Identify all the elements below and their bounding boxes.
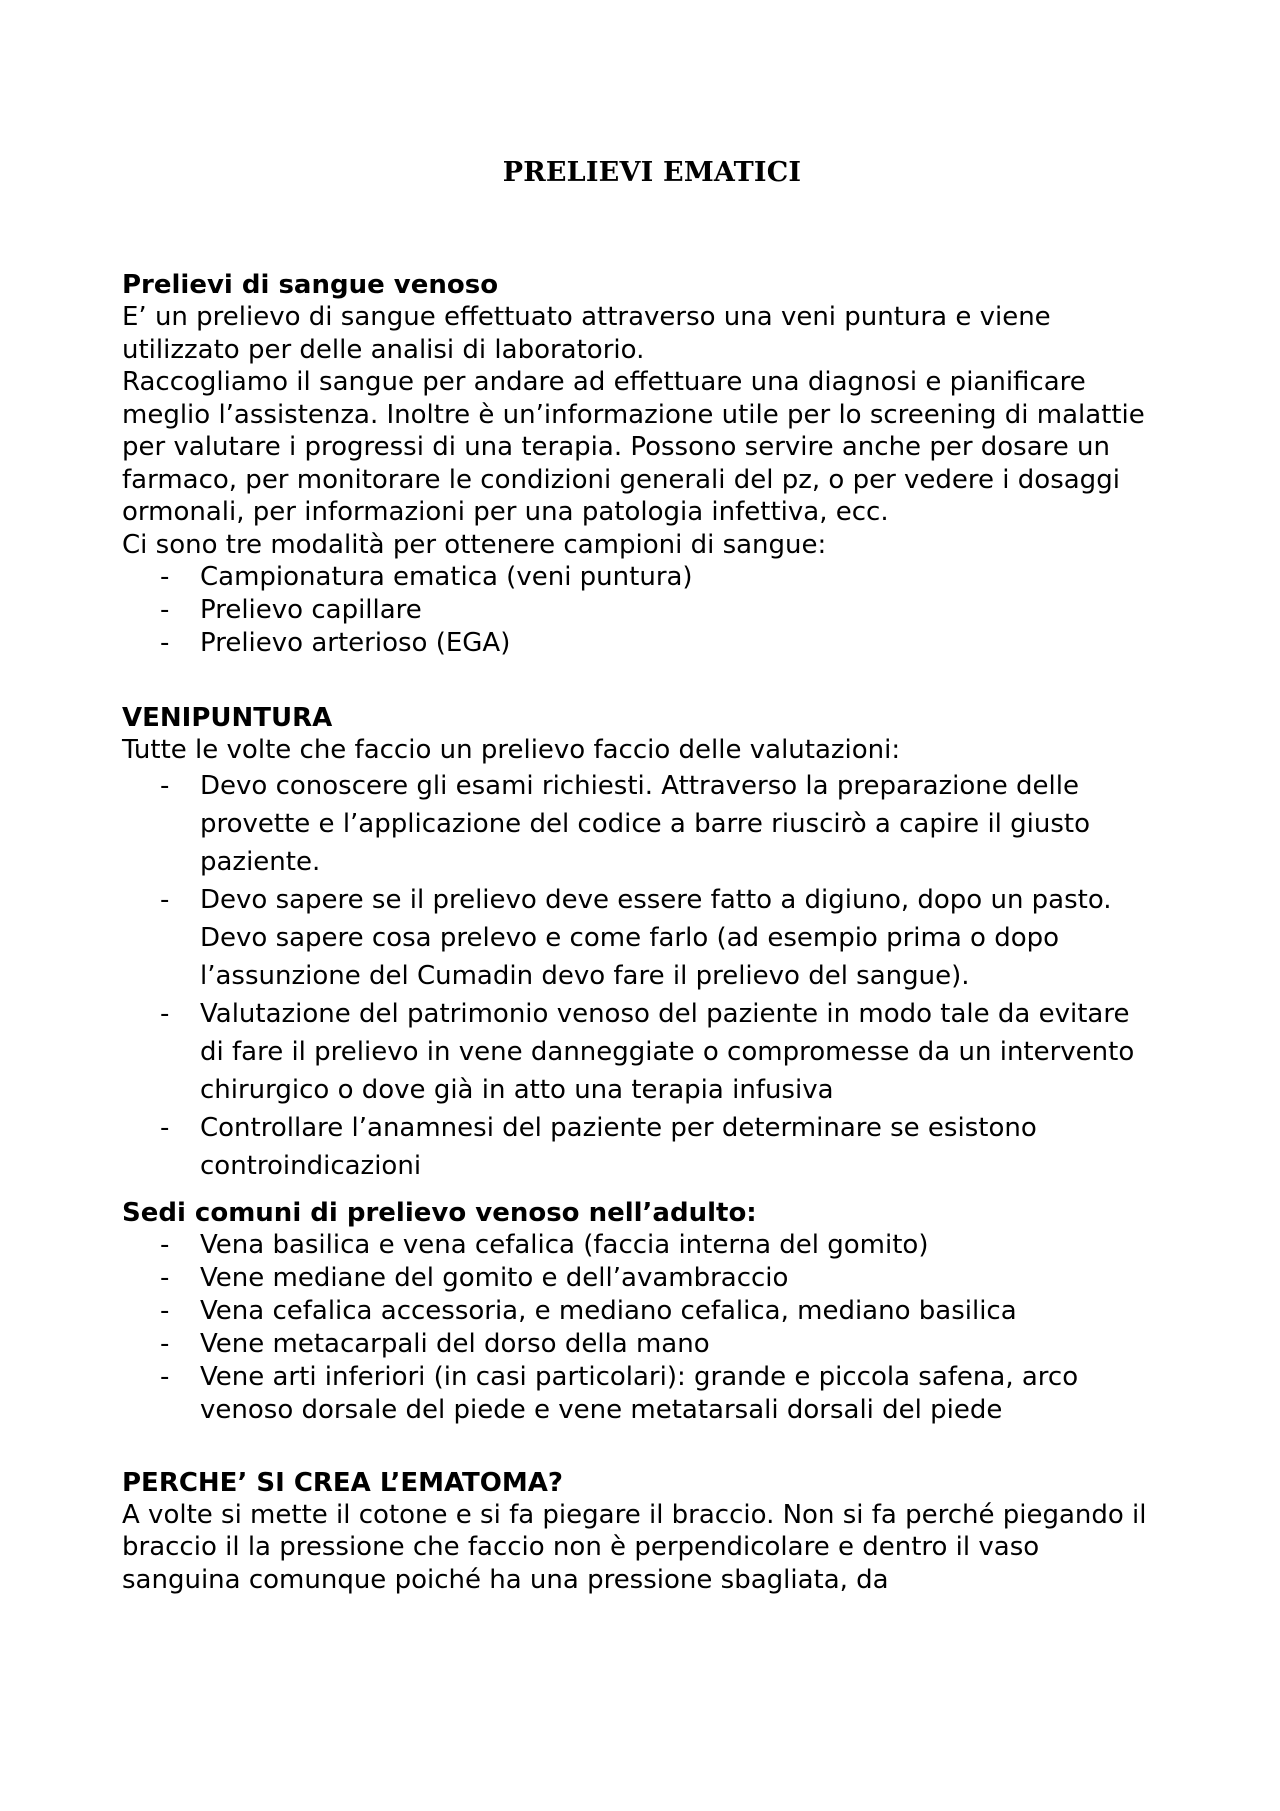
list-item-text: Controllare l’anamnesi del paziente per determinare se esistono controindicazioni — [200, 1112, 1037, 1181]
section-heading: Sedi comuni di prelievo venoso nell’adulto: — [122, 1197, 757, 1228]
dash-bullet: - — [160, 562, 170, 592]
list-item-text: Prelievo capillare — [200, 595, 422, 625]
list-item — [122, 627, 1160, 660]
list-item — [122, 767, 1160, 881]
list-item — [122, 594, 1160, 627]
list-item — [122, 1328, 1160, 1361]
list-item — [122, 561, 1160, 594]
paragraph: E’ un prelievo di sangue effettuato attraverso una veni puntura e viene utilizzato per delle analisi di laboratorio. — [122, 302, 1051, 365]
paragraph: Ci sono tre modalità per ottenere campioni di sangue: — [122, 529, 827, 560]
section-heading: Prelievi di sangue venoso — [122, 270, 499, 300]
list-item-text: Vene metacarpali del dorso della mano — [200, 1328, 710, 1359]
list-item — [122, 1295, 1160, 1328]
list-item — [122, 1229, 1160, 1262]
bullet-list — [122, 1229, 1160, 1427]
list-item — [122, 1361, 1160, 1427]
list-item — [122, 1262, 1160, 1295]
bullet-list — [122, 561, 1160, 660]
section-ematoma — [122, 1467, 1160, 1597]
dash-bullet: - — [160, 1328, 170, 1359]
dash-bullet: - — [160, 1112, 170, 1143]
page-title: PRELIEVI EMATICI — [502, 157, 802, 188]
list-item-text: Devo conoscere gli esami richiesti. Attraverso la preparazione delle provette e l’applicazione del codice a barre riuscirò a capire il giusto paziente. — [200, 770, 1091, 877]
list-item-text: Vena cefalica accessoria, e mediano cefalica, mediano basilica — [200, 1295, 1017, 1326]
dash-bullet: - — [160, 1229, 170, 1260]
list-item-text: Vene arti inferiori (in casi particolari): grande e piccola safena, arco venoso dorsale del piede e vene metatarsali dorsali del piede — [200, 1361, 1079, 1425]
list-item-text: Vena basilica e vena cefalica (faccia interna del gomito) — [200, 1229, 929, 1260]
dash-bullet: - — [160, 770, 170, 801]
list-item — [122, 995, 1160, 1109]
list-item-text: Prelievo arterioso (EGA) — [200, 628, 511, 658]
section-heading: PERCHE’ SI CREA L’EMATOMA? — [122, 1467, 563, 1498]
paragraph: Tutte le volte che faccio un prelievo faccio delle valutazioni: — [122, 735, 901, 765]
section-venipuntura — [122, 702, 1160, 1185]
section-prelievi-sangue-venoso — [122, 269, 1160, 660]
list-item-text: Campionatura ematica (veni puntura) — [200, 562, 693, 592]
paragraph: A volte si mette il cotone e si fa piegare il braccio. Non si fa perché piegando il braccio il la pressione che faccio non è perpendicolare e dentro il vaso sanguina comunque poiché ha una pressione sbagliata, da — [122, 1499, 1147, 1595]
dash-bullet: - — [160, 595, 170, 625]
dash-bullet: - — [160, 1262, 170, 1293]
list-item — [122, 1109, 1160, 1185]
dash-bullet: - — [160, 1361, 170, 1392]
dash-bullet: - — [160, 884, 170, 915]
paragraph: Raccogliamo il sangue per andare ad effettuare una diagnosi e pianificare meglio l’assistenza. Inoltre è un’informazione utile per lo screening di malattie per valutare i progressi di una terapia. Possono servire anche per dosare un farmaco, per monitorare le condizioni generali del pz, o per vedere i dosaggi ormonali, per informazioni per una patologia infettiva, ecc. — [122, 367, 1145, 527]
list-item-text: Vene mediane del gomito e dell’avambraccio — [200, 1262, 789, 1293]
dash-bullet: - — [160, 1295, 170, 1326]
list-item-text: Valutazione del patrimonio venoso del paziente in modo tale da evitare di fare il prelievo in vene danneggiate o compromesse da un intervento chirurgico o dove già in atto una terapia infusiva — [200, 998, 1135, 1105]
list-item-text: Devo sapere se il prelievo deve essere fatto a digiuno, dopo un pasto. Devo sapere cosa prelevo e come farlo (ad esempio prima o dopo l’assunzione del Cumadin devo fare il prelievo del sangue). — [200, 884, 1112, 991]
dash-bullet: - — [160, 998, 170, 1029]
list-item — [122, 881, 1160, 995]
bullet-list — [122, 767, 1160, 1185]
dash-bullet: - — [160, 628, 170, 658]
section-sedi-comuni — [122, 1197, 1160, 1427]
section-heading: VENIPUNTURA — [122, 703, 333, 733]
